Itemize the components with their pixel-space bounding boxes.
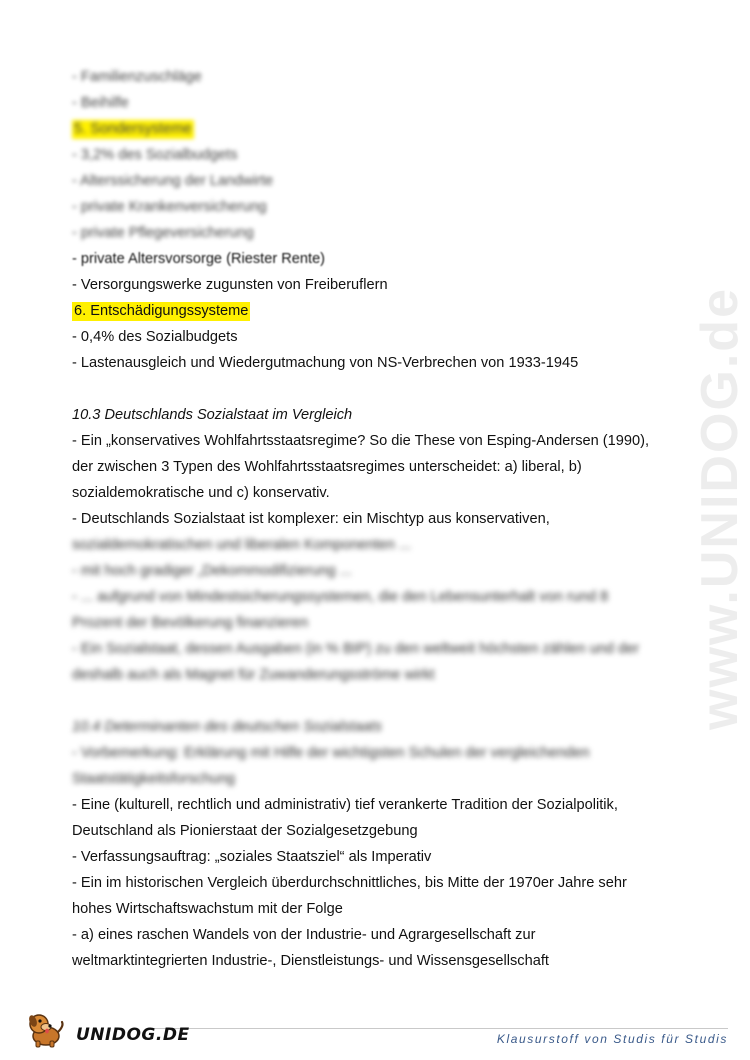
logo-text: UNIDOG.DE: [76, 1025, 190, 1045]
list-item: - 0,4% des Sozialbudgets: [72, 329, 238, 345]
list-item: - Lastenausgleich und Wiedergutmachung von NS-Verbrechen von 1933-1945: [72, 355, 579, 371]
paragraph-line: hohes Wirtschaftswachstum mit der Folge: [72, 901, 343, 917]
paragraph-line: - Ein „konservatives Wohlfahrtsstaatsregime? So die These von Esping-Andersen (1990),: [72, 433, 650, 449]
paragraph-line: Prozent der Bevölkerung finanzieren: [72, 615, 309, 631]
paragraph-line: - Vorbemerkung: Erklärung mit Hilfe der wichtigsten Schulen der vergleichenden: [72, 745, 590, 761]
paragraph-line: Deutschland als Pionierstaat der Sozialgesetzgebung: [72, 823, 418, 839]
paragraph-line: - ... aufgrund von Mindestsicherungssystemen, die den Lebensunterhalt von rund 8: [72, 589, 609, 605]
spacer: [72, 376, 682, 402]
dog-mascot-icon: [22, 1008, 66, 1048]
paragraph-line: deshalb auch als Magnet für Zuwanderungsströme wirkt: [72, 667, 435, 683]
list-item: - Beihilfe: [72, 95, 129, 111]
document-body: [72, 64, 682, 974]
subsection-title: 10.4 Determinanten des deutschen Sozialstaats: [72, 719, 382, 735]
paragraph-line: Staatstätigkeitsforschung: [72, 771, 236, 787]
list-item: - Versorgungswerke zugunsten von Freiberuflern: [72, 277, 388, 293]
paragraph-line: - Ein Sozialstaat, dessen Ausgaben (in % BIP) zu den weltweit höchsten zählen und der: [72, 641, 640, 657]
paragraph-line: - a) eines raschen Wandels von der Industrie- und Agrargesellschaft zur: [72, 927, 536, 943]
paragraph-line: sozialdemokratischen und liberalen Komponenten ...: [72, 537, 412, 553]
section-heading: [72, 116, 682, 142]
list-item: - 3,2% des Sozialbudgets: [72, 147, 238, 163]
list-item: - private Altersvorsorge (Riester Rente): [72, 251, 326, 267]
spacer: [72, 688, 682, 714]
list-item: - private Pflegeversicherung: [72, 225, 254, 241]
paragraph-line: - mit hoch gradiger „Dekommodifizierung ...: [72, 563, 352, 579]
unidog-logo[interactable]: [22, 1008, 190, 1048]
list-item: - Alterssicherung der Landwirte: [72, 173, 274, 189]
paragraph-line: - Ein im historischen Vergleich überdurchschnittliches, bis Mitte der 1970er Jahre sehr: [72, 875, 627, 891]
footer-divider: [150, 1028, 728, 1029]
paragraph-line: sozialdemokratische und c) konservativ.: [72, 485, 330, 501]
subsection-title: 10.3 Deutschlands Sozialstaat im Vergleich: [72, 407, 353, 423]
paragraph-line: weltmarktintegrierten Industrie-, Dienstleistungs- und Wissensgesellschaft: [72, 953, 549, 969]
highlighted-heading: 6. Entschädigungssysteme: [74, 303, 249, 319]
list-item: - private Krankenversicherung: [72, 199, 267, 215]
watermark: www.UNIDOG.de: [691, 287, 749, 730]
highlighted-heading: 5. Sondersysteme: [74, 121, 192, 137]
paragraph-line: - Eine (kulturell, rechtlich und administrativ) tief verankerte Tradition der Sozialpolitik,: [72, 797, 618, 813]
list-item: - Familienzuschläge: [72, 69, 202, 85]
paragraph-line: - Verfassungsauftrag: „soziales Staatsziel“ als Imperativ: [72, 849, 432, 865]
footer-tagline: Klausurstoff von Studis für Studis: [496, 1032, 728, 1046]
paragraph-line: - Deutschlands Sozialstaat ist komplexer: ein Mischtyp aus konservativen,: [72, 511, 550, 527]
paragraph-line: der zwischen 3 Typen des Wohlfahrtsstaatsregimes unterscheidet: a) liberal, b): [72, 459, 582, 475]
section-heading: [72, 298, 682, 324]
